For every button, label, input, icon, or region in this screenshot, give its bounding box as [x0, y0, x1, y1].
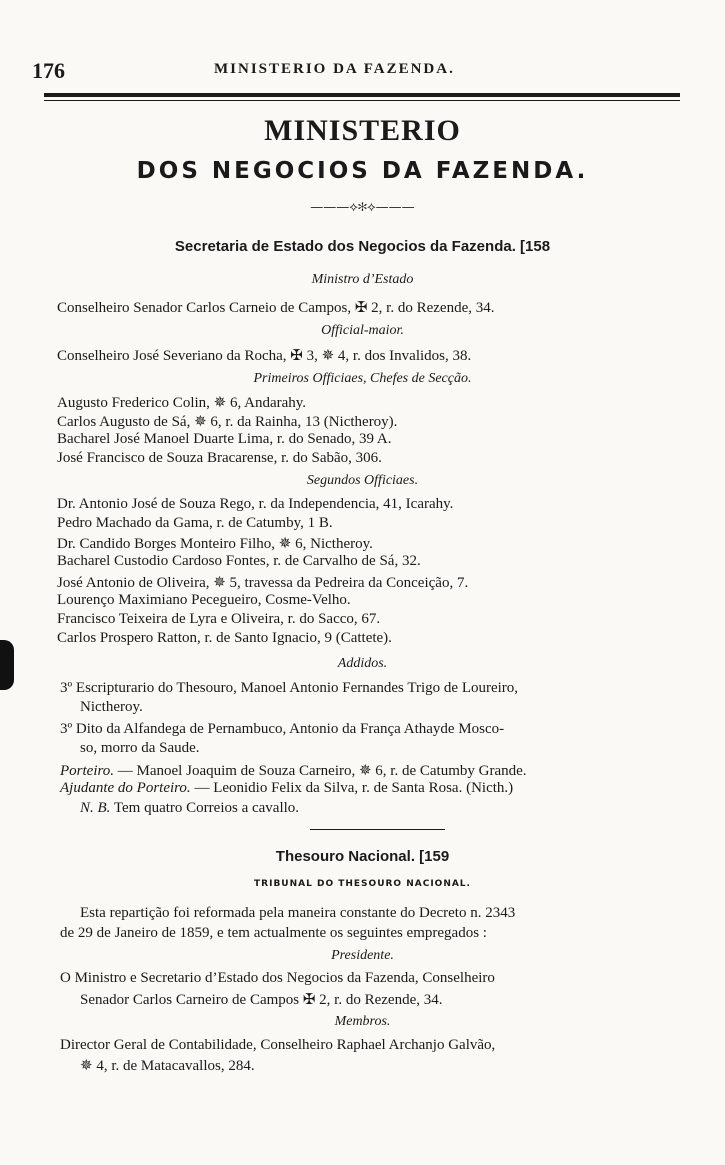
list-item: Bacharel Custodio Cardoso Fontes, r. de Carvalho de Sá, 32.: [57, 553, 421, 569]
primeiros-label: Primeiros Officiaes, Chefes de Secção.: [253, 371, 472, 386]
ministro-label: Ministro d’Estado: [311, 272, 414, 287]
list-item: Lourenço Maximiano Pecegueiro, Cosme-Velho.: [57, 592, 351, 608]
thesouro-subheading: TRIBUNAL DO THESOURO NACIONAL.: [254, 879, 471, 889]
list-item: Pedro Machado da Gama, r. de Catumby, 1 B.: [57, 515, 333, 531]
nb-entry: [80, 800, 299, 817]
page-title: MINISTERIO: [264, 114, 461, 147]
porteiro-text: — Manoel Joaquim de Souza Carneiro, ✵ 6, r. de Catumby Grande.: [114, 763, 527, 779]
ornament-divider: ———⟡✻⟡———: [310, 200, 415, 215]
list-item: Carlos Prospero Ratton, r. de Santo Ignacio, 9 (Cattete).: [57, 630, 392, 646]
official-entry: Conselheiro José Severiano da Rocha, ✠ 3, ✵ 4, r. dos Invalidos, 38.: [57, 348, 472, 364]
list-item: Dr. Antonio José de Souza Rego, r. da Independencia, 41, Icarahy.: [57, 496, 454, 512]
porteiro-entry: [60, 761, 527, 780]
list-item: Francisco Teixeira de Lyra e Oliveira, r. do Sacco, 67.: [57, 611, 381, 627]
official-label: Official-maior.: [321, 323, 404, 338]
list-item: Nictheroy.: [80, 699, 143, 715]
thesouro-heading: Thesouro Nacional. [159: [275, 848, 450, 865]
header-rule-thick: [44, 93, 680, 97]
list-item: José Francisco de Souza Bracarense, r. do Sabão, 306.: [57, 450, 382, 466]
nb-label: N. B.: [80, 800, 111, 816]
list-item: 3º Dito da Alfandega de Pernambuco, Antonio da França Athayde Mosco-: [60, 721, 505, 737]
list-item: José Antonio de Oliveira, ✵ 5, travessa da Pedreira da Conceição, 7.: [57, 575, 469, 591]
list-item: Dr. Candido Borges Monteiro Filho, ✵ 6, Nictheroy.: [57, 536, 373, 552]
addidos-label: Addidos.: [337, 656, 388, 671]
intro-line-2: de 29 de Janeiro de 1859, e tem actualmente os seguintes empregados :: [60, 925, 487, 941]
list-item: so, morro da Saude.: [80, 740, 200, 756]
list-item: 3º Escripturario do Thesouro, Manoel Antonio Fernandes Trigo de Loureiro,: [60, 680, 519, 696]
running-title: MINISTERIO DA FAZENDA.: [214, 61, 455, 77]
header-rule-thin: [44, 100, 680, 101]
list-item: Augusto Frederico Colin, ✵ 6, Andarahy.: [57, 395, 307, 411]
ajudante-entry: [60, 780, 513, 797]
intro-line-1: Esta repartição foi reformada pela maneira constante do Decreto n. 2343: [80, 905, 516, 921]
presidente-line-2: Senador Carlos Carneiro de Campos ✠ 2, r. do Rezende, 34.: [80, 992, 443, 1008]
secretaria-heading: Secretaria de Estado dos Negocios da Fazenda. [158: [174, 238, 551, 255]
ajudante-text: — Leonidio Felix da Silva, r. de Santa Rosa. (Nicth.): [190, 780, 514, 796]
nb-text: Tem quatro Correios a cavallo.: [110, 800, 300, 816]
page-number: 176: [32, 58, 65, 83]
list-item: Bacharel José Manoel Duarte Lima, r. do Senado, 39 A.: [57, 431, 392, 447]
ministro-entry: Conselheiro Senador Carlos Carneio de Campos, ✠ 2, r. do Rezende, 34.: [57, 300, 495, 316]
membro-line-1: Director Geral de Contabilidade, Conselheiro Raphael Archanjo Galvão,: [60, 1037, 496, 1053]
segundos-label: Segundos Officiaes.: [306, 473, 419, 488]
presidente-label: Presidente.: [331, 948, 394, 963]
membro-line-2: ✵ 4, r. de Matacavallos, 284.: [80, 1058, 255, 1074]
membros-label: Membros.: [334, 1014, 391, 1029]
ajudante-label: Ajudante do Porteiro.: [60, 780, 191, 796]
porteiro-label: Porteiro.: [60, 763, 115, 779]
section-divider: [310, 829, 445, 830]
list-item: Carlos Augusto de Sá, ✵ 6, r. da Rainha, 13 (Nictheroy).: [57, 414, 398, 430]
ink-blot: [0, 640, 14, 690]
page-subtitle: DOS NEGOCIOS DA FAZENDA.: [136, 158, 589, 184]
presidente-line-1: O Ministro e Secretario d’Estado dos Negocios da Fazenda, Conselheiro: [60, 970, 495, 986]
